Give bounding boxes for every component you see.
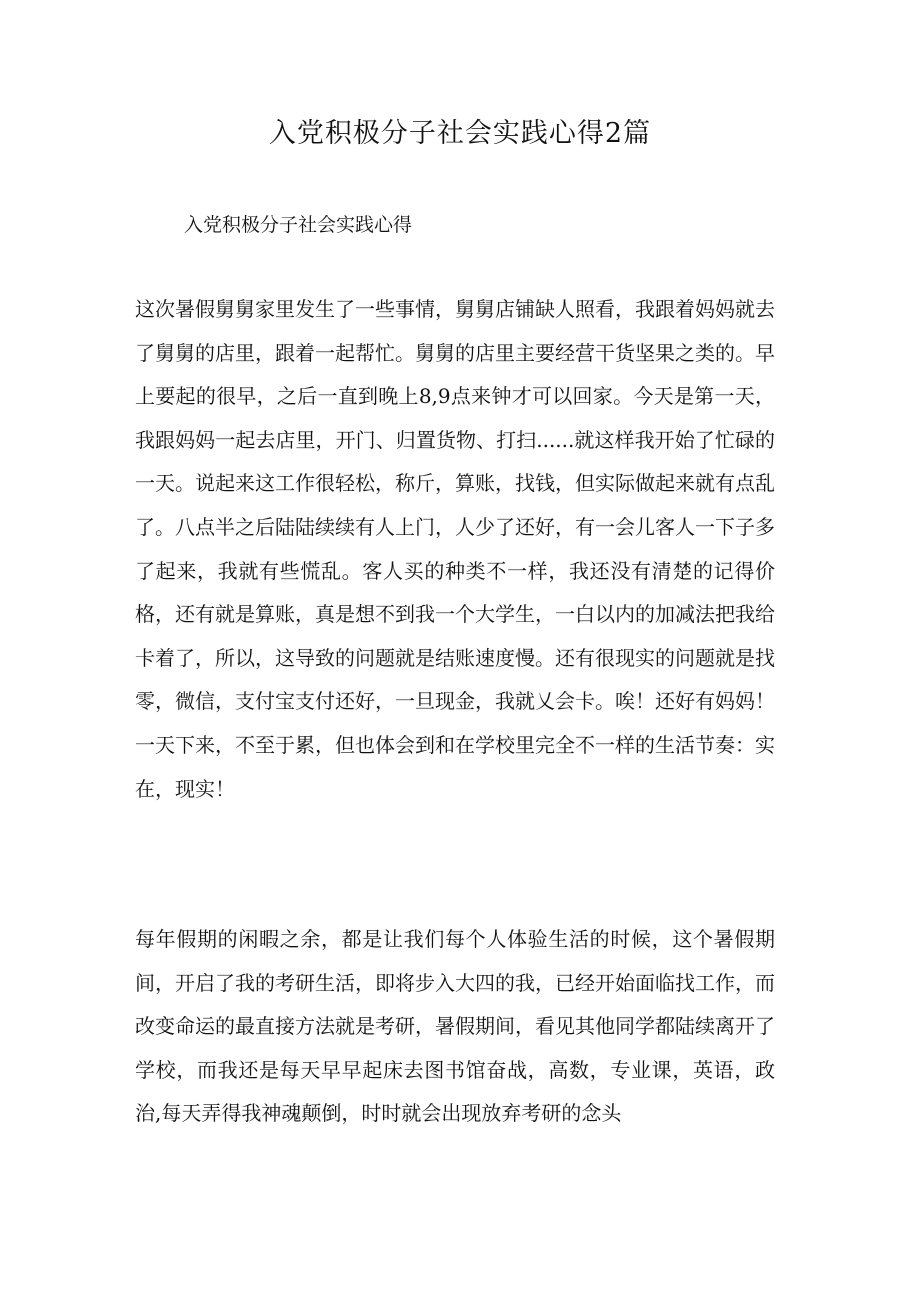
document-subtitle: 入党积极分子社会实践心得 bbox=[184, 214, 413, 236]
document-title: 入党积极分子社会实践心得2篇 bbox=[268, 118, 652, 149]
paragraph-2: 每年假期的闲暇之余，都是让我们每个人体验生活的时候，这个暑假期间，开启了我的考研生活，即将步入大四的我，已经开始面临找工作，而改变命运的最直接方法就是考研，暑假期间，看见其他同学都陆续离开了学校，而我还是每天早早起床去图书馆奋战，高数，专业课，英语，政治,每天弄得我神魂颠倒，时时就会出现放弃考研的念头 bbox=[135, 927, 775, 1126]
paragraph-1: 这次暑假舅舅家里发生了一些事情，舅舅店铺缺人照看，我跟着妈妈就去了舅舅的店里，跟着一起帮忙。舅舅的店里主要经营干货坚果之类的。早上要起的很早，之后一直到晚上8,9点来钟才可以回家。今天是第一天，我跟妈妈一起去店里，开门、归置货物、打扫......就这样我开始了忙碌的一天。说起来这工作很轻松，称斤，算账，找钱，但实际做起来就有点乱了。八点半之后陆陆续续有人上门，人少了还好，有一会儿客人一下子多了起来，我就有些慌乱。客人买的种类不一样，我还没有清楚的记得价格，还有就是算账，真是想不到我一个大学生，一白以内的加减法把我给卡着了，所以，这导致的问题就是结账速度慢。还有很现实的问题就是找零，微信，支付宝支付还好，一旦现金，我就乂会卡。唉！还好有妈妈！一天下来，不至于累，但也体会到和在学校里完全不一样的生活节奏：实在，现实！ bbox=[135, 297, 775, 801]
